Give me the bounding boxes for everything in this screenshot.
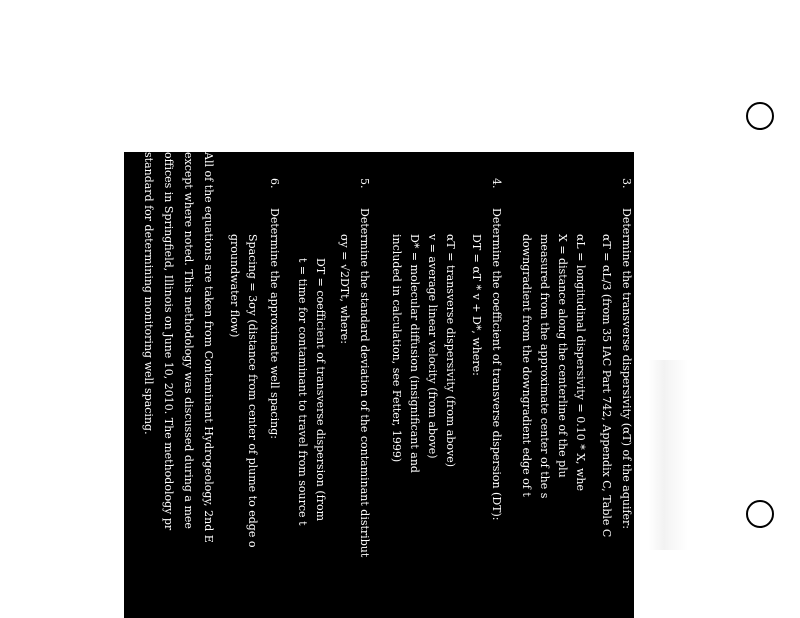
- item-3-heading: Determine the transverse dispersivity (αT) of the aquifer:: [620, 208, 633, 530]
- item-4-heading: Determine the coefficient of transverse dispersion (DT):: [490, 208, 503, 521]
- item-3-def-2: X = distance along the centerline of the plu: [556, 234, 569, 478]
- item-3-def-1: αL = longitudinal dispersivity = 0.10 * X, whe: [574, 234, 587, 492]
- item-3-def-4: downgradient from the downgradient edge of t: [520, 234, 533, 497]
- item-4-def-1: αT = transverse dispersivity (from above): [444, 234, 457, 468]
- item-4-def-2: v = average linear velocity (from above): [426, 234, 439, 459]
- item-5-def-1: DT = coefficient of transverse dispersion (from: [314, 258, 327, 522]
- item-number-4: 4.: [490, 178, 503, 189]
- item-number-3: 3.: [620, 178, 633, 189]
- item-5-def-2: t = time for contaminant to travel from source t: [296, 258, 309, 526]
- item-4-equation: DT = αT * v + D*, where:: [470, 234, 483, 376]
- item-5-heading: Determine the standard deviation of the contaminant distribut: [358, 208, 371, 558]
- item-4-def-3: D* = molecular diffusion (insignificant and: [408, 234, 421, 473]
- item-3-def-3: measured from the approximate center of the s: [538, 234, 551, 499]
- closing-line-3: offices in Springfield, Illinois on June 10, 2010. The methodology pr: [162, 152, 175, 531]
- closing-line-2: except where noted. This methodology was discussed during a mee: [182, 152, 195, 529]
- punch-hole-bottom: [746, 500, 774, 528]
- closing-line-1: All of the equations are taken from Contaminant Hydrogeology, 2nd E: [202, 152, 215, 543]
- closing-line-4: standard for determining monitoring well spacing.: [142, 152, 155, 435]
- item-number-6: 6.: [268, 178, 281, 189]
- bleed-through-shadow: [648, 360, 688, 550]
- item-number-5: 5.: [358, 178, 371, 189]
- item-6-heading: Determine the approximate well spacing:: [268, 208, 281, 439]
- item-6-equation: Spacing = 3σy (distance from center of plume to edge o: [246, 234, 259, 548]
- item-3-equation: αT = αL/3 (from 35 IAC Part 742, Appendix C, Table C: [600, 234, 613, 538]
- scanned-document-negative: [124, 152, 634, 618]
- punch-hole-top: [746, 102, 774, 130]
- item-6-equation-cont: groundwater flow): [228, 234, 241, 338]
- item-5-equation: σy = √2DTt, where:: [338, 234, 351, 344]
- item-4-def-4: included in calculation, see Fetter, 1999): [390, 234, 403, 463]
- document-text-rotated: [124, 152, 634, 618]
